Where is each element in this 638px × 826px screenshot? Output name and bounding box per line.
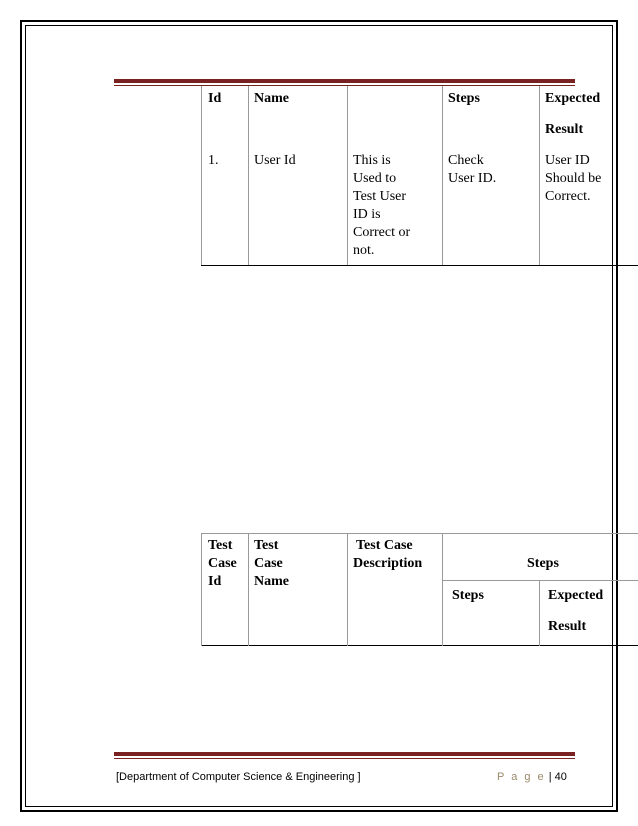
- header-rule: [114, 79, 575, 83]
- table-divider: [442, 86, 443, 266]
- page-border-inner: [25, 25, 613, 807]
- row-description-line: Correct or: [353, 225, 411, 240]
- header-steps: Steps: [448, 91, 480, 106]
- row-steps-line: User ID.: [448, 171, 497, 186]
- col3-header-line: Test Case: [356, 538, 413, 553]
- footer-page-info: [497, 771, 567, 783]
- footer-rule: [114, 752, 575, 756]
- row-description-line: not.: [353, 243, 375, 258]
- footer-department: [Department of Computer Science & Engineering ]: [116, 771, 361, 783]
- page-separator: |: [548, 771, 552, 783]
- header-expected: Expected: [545, 91, 601, 106]
- table-divider: [539, 580, 540, 646]
- sub-header-steps: Steps: [452, 588, 484, 603]
- col2-header-line: Test: [254, 538, 279, 553]
- row-id: 1.: [208, 153, 219, 168]
- steps-group-header: Steps: [527, 556, 559, 571]
- table-divider: [347, 86, 348, 266]
- row-expected-line: Should be: [545, 171, 602, 186]
- table-sub-rule: [442, 580, 638, 581]
- row-steps-line: Check: [448, 153, 484, 168]
- sub-header-expected: Expected: [548, 588, 604, 603]
- row-description-line: Used to: [353, 171, 397, 186]
- table-divider: [248, 533, 249, 646]
- sub-header-result: Result: [548, 619, 587, 634]
- table-divider: [248, 86, 249, 266]
- row-description-line: ID is: [353, 207, 381, 222]
- row-description-line: This is: [353, 153, 391, 168]
- col1-header-line: Test: [208, 538, 233, 553]
- col1-header-line: Id: [208, 574, 222, 589]
- row-description-line: Test User: [353, 189, 407, 204]
- col2-header-line: Case: [254, 556, 283, 571]
- col2-header-line: Name: [254, 574, 289, 589]
- table-divider: [347, 533, 348, 646]
- table-bottom-rule: [201, 645, 638, 646]
- row-expected-line: User ID: [545, 153, 590, 168]
- row-expected-line: Correct.: [545, 189, 591, 204]
- col3-header-line: Description: [353, 556, 423, 571]
- page-number: 40: [554, 771, 567, 783]
- table-divider: [201, 86, 202, 266]
- table-top-rule: [201, 533, 638, 534]
- header-result: Result: [545, 122, 584, 137]
- table-divider: [442, 533, 443, 646]
- footer-rule-thin: [114, 758, 575, 759]
- table-divider: [539, 86, 540, 266]
- header-name: Name: [254, 91, 289, 106]
- header-rule-thin: [114, 85, 575, 86]
- col1-header-line: Case: [208, 556, 237, 571]
- row-name: User Id: [254, 153, 296, 168]
- page-label: P a g e: [497, 771, 546, 783]
- table-divider: [201, 533, 202, 646]
- table-bottom-rule: [201, 265, 638, 266]
- header-id: Id: [208, 91, 222, 106]
